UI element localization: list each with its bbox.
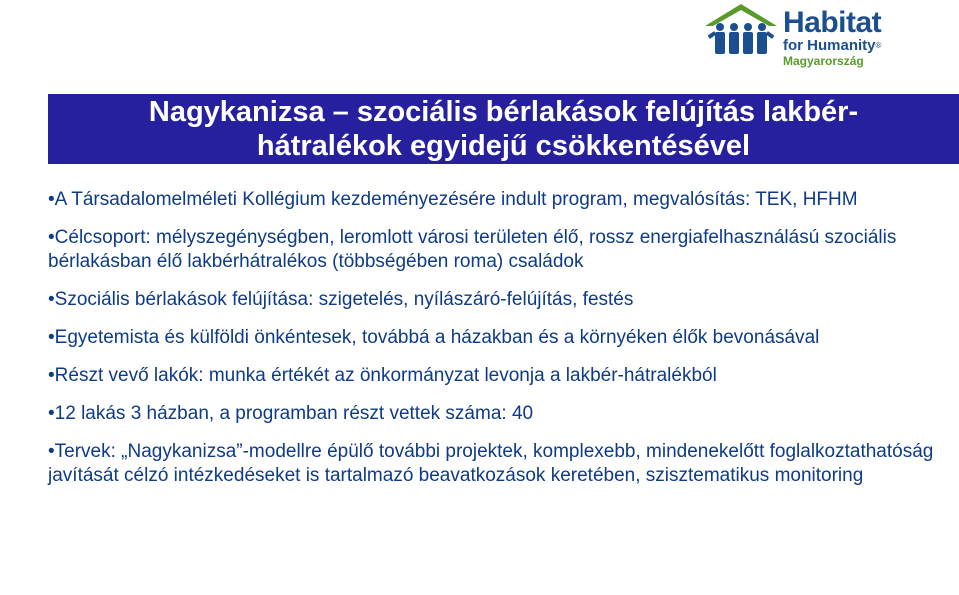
bullet-marker: •: [48, 227, 55, 248]
bullet-marker: •: [48, 365, 55, 386]
slide-title: [114, 95, 894, 163]
bullet-text: Tervek: „Nagykanizsa”-modellre épülő további projektek, komplexebb, mindenekelőtt foglalkoztathatóság javítását célzó intézkedéseket is tartalmazó beavatkozások keretében, szisztematikus monitoring: [48, 441, 934, 486]
bullet-text: A Társadalomelméleti Kollégium kezdeményezésére indult program, megvalósítás: TEK, HFHM: [54, 189, 858, 210]
logo-text: [783, 8, 903, 68]
logo-word: Habitat: [783, 6, 882, 39]
bullet-item: [48, 364, 938, 388]
bullet-marker: •: [48, 289, 55, 310]
bullet-marker: •: [48, 189, 55, 210]
bullet-text: Részt vevő lakók: munka értékét az önkormányzat levonja a lakbér-hátralékból: [54, 365, 717, 386]
habitat-house-figures-icon: [703, 2, 779, 64]
habitat-logo: [703, 0, 899, 80]
bullet-item: [48, 326, 938, 350]
bullet-text: Egyetemista és külföldi önkéntesek, továbbá a házakban és a környéken élők bevonásával: [54, 327, 820, 348]
bullet-marker: •: [48, 441, 55, 462]
bullet-item: [48, 226, 938, 274]
bullet-text: 12 lakás 3 házban, a programban részt vettek száma: 40: [54, 403, 534, 424]
logo-country: Magyarország: [783, 54, 864, 68]
bullet-item: [48, 188, 938, 212]
title-bar: [48, 94, 959, 164]
bullet-text: Szociális bérlakások felújítása: szigetelés, nyílászáró-felújítás, festés: [54, 289, 634, 310]
logo-registered: ®: [875, 41, 882, 50]
bullet-item: [48, 288, 938, 312]
bullet-marker: •: [48, 327, 55, 348]
slide-title-line-1: Nagykanizsa – szociális bérlakások felújítás lakbér-: [148, 96, 859, 128]
bullet-text: Célcsoport: mélyszegénységben, leromlott városi területen élő, rossz energiafelhasználású szociális bérlakásban élő lakbérhátralékos (többségében roma) családok: [48, 227, 897, 272]
bullet-marker: •: [48, 403, 55, 424]
bullet-list: [48, 188, 938, 502]
bullet-item: [48, 402, 938, 426]
bullet-item: [48, 440, 938, 488]
slide-title-line-2: hátralékok egyidejű csökkentésével: [256, 130, 751, 162]
logo-sub-text: for Humanity: [783, 37, 876, 54]
logo-sub: [783, 38, 903, 54]
